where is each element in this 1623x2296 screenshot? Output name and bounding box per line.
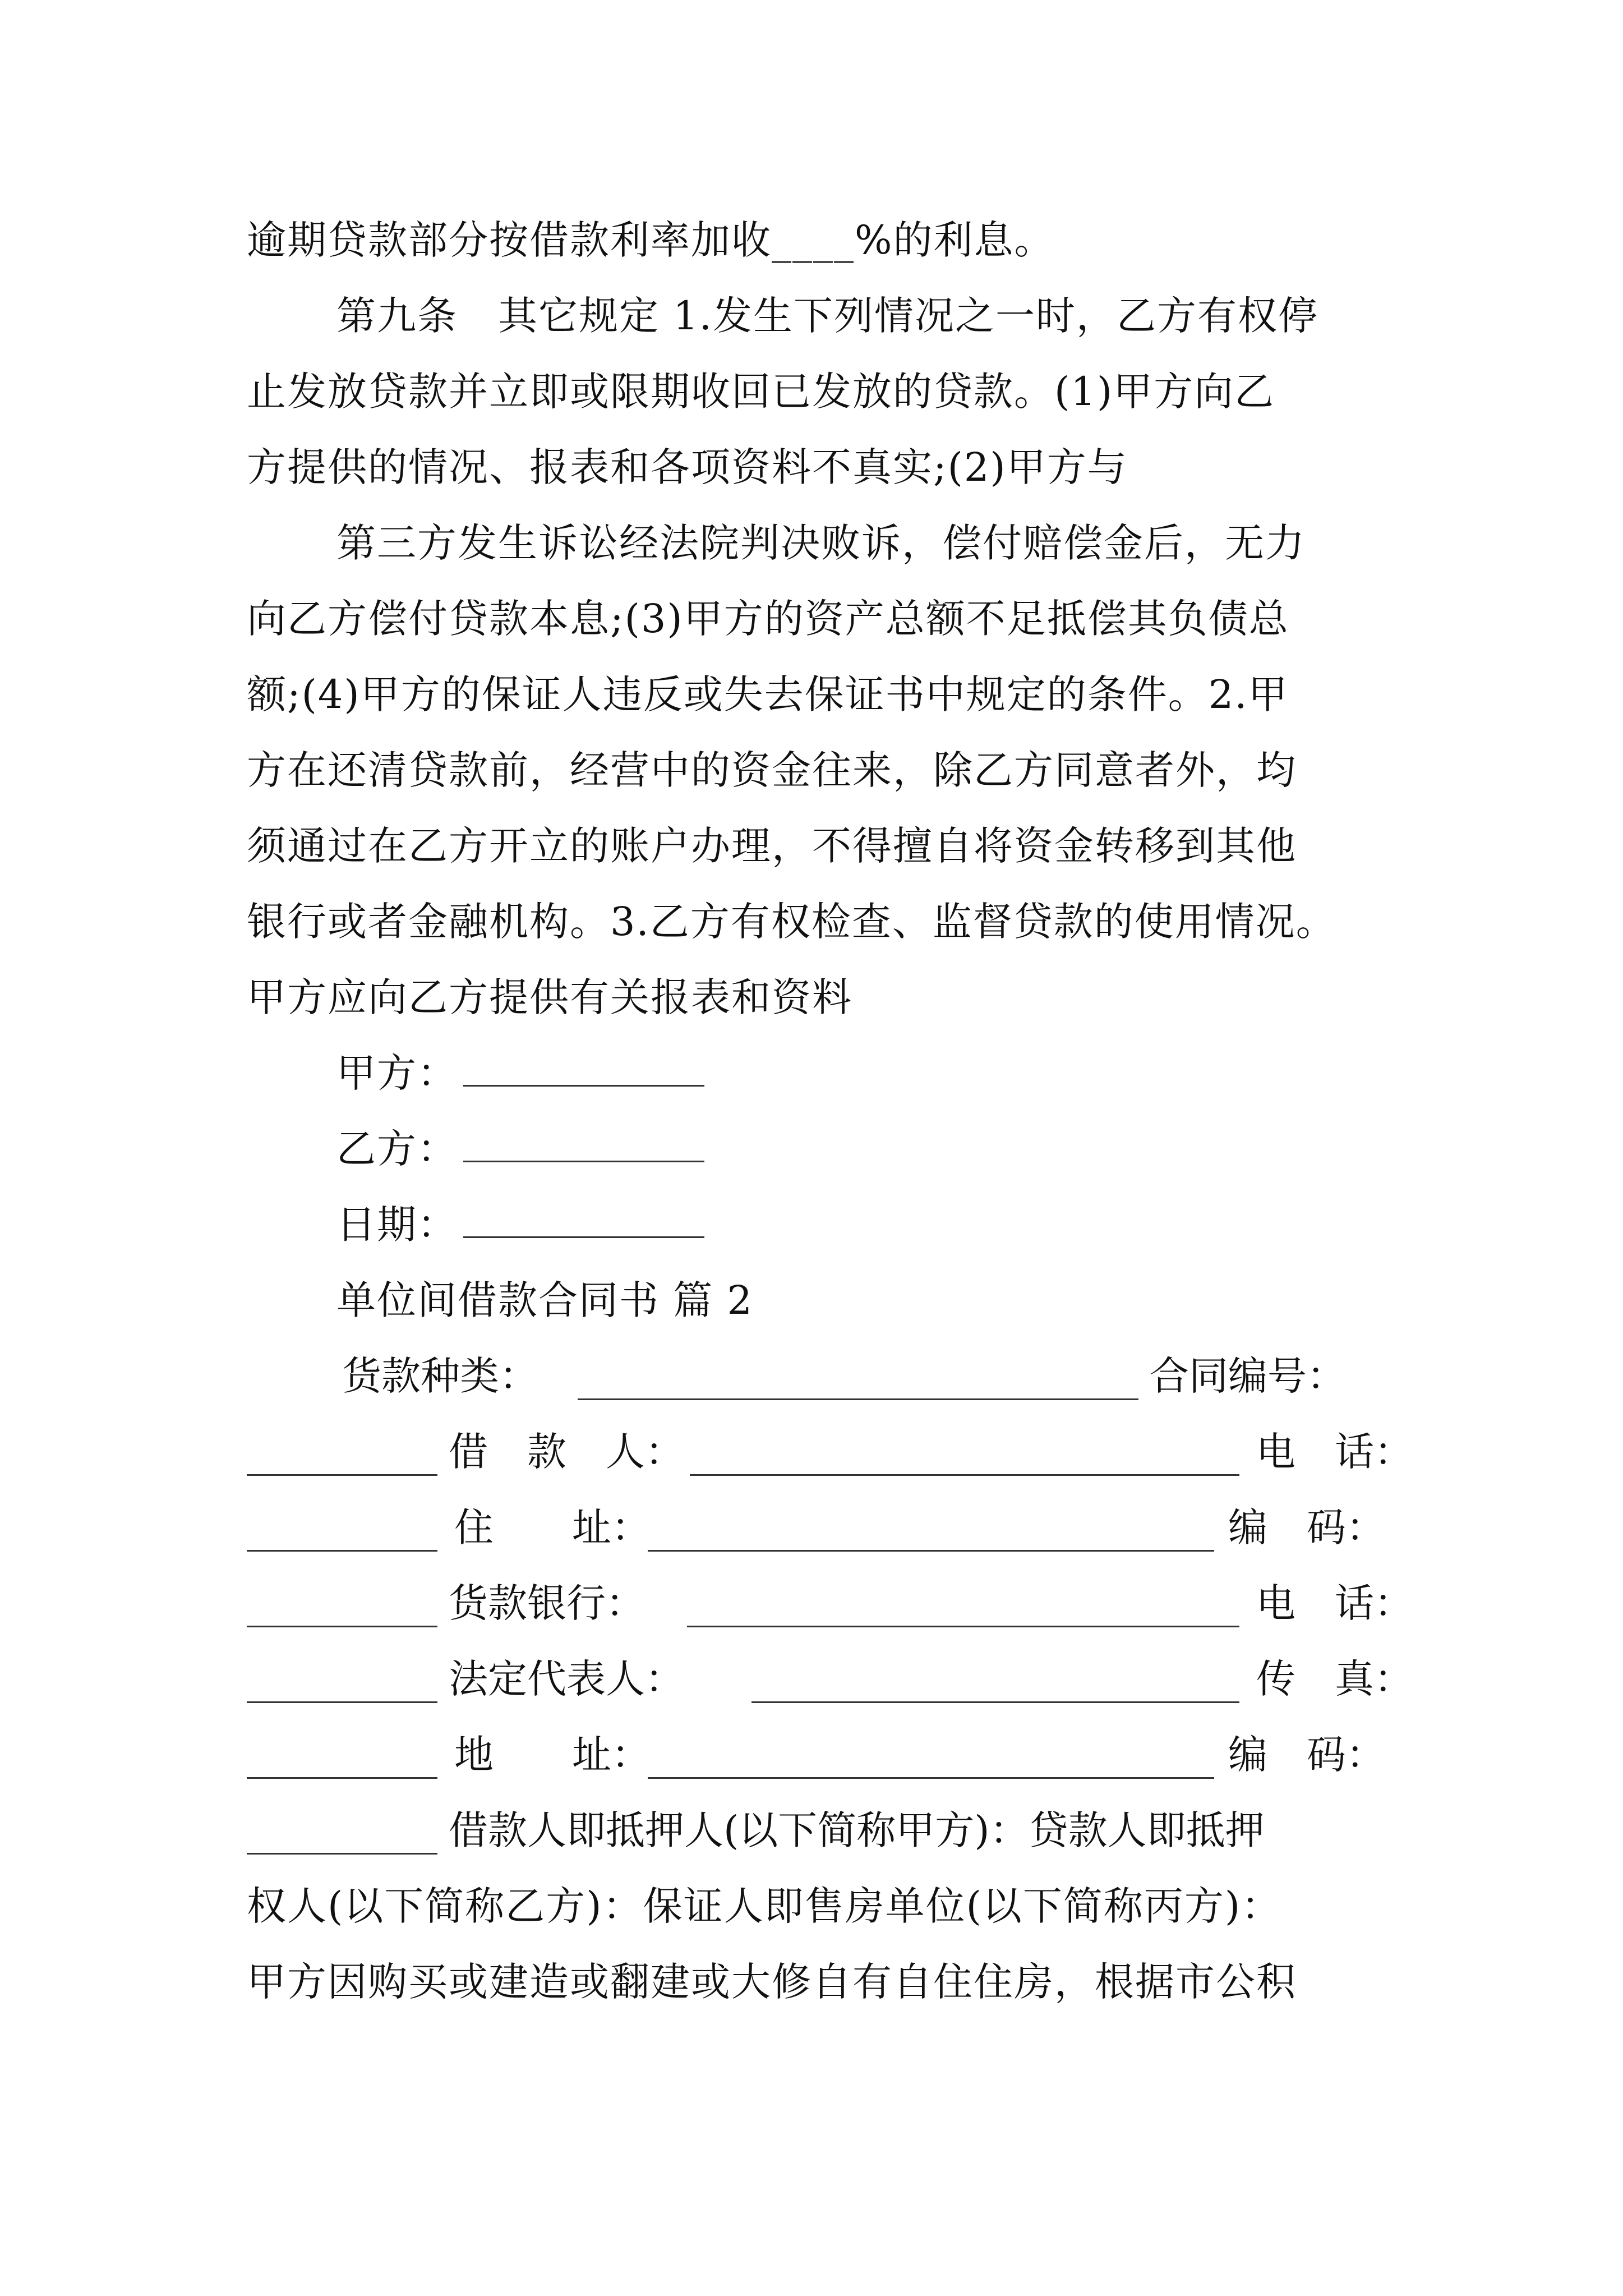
form-blank [687,1626,1239,1627]
form-blank [247,1853,437,1855]
form-blank [648,1550,1214,1552]
form-blank [247,1777,437,1779]
signature-party-b [336,1121,704,1177]
paragraph-line: 须通过在乙方开立的账户办理，不得擅自将资金转移到其他 [247,823,1297,869]
signature-label: 甲方： [336,1050,458,1096]
form-blank [751,1701,1239,1703]
paragraph-line: 甲方因购买或建造或翻建或大修自有自住住房，根据市公积 [247,1959,1297,2005]
form-label-loan-type: 货款种类： [342,1353,538,1399]
paragraph-line: 甲方应向乙方提供有关报表和资料 [247,974,852,1020]
form-blank [247,1626,437,1627]
paragraph-line: 第九条 其它规定 1.发生下列情况之一时，乙方有权停 [336,293,1319,339]
signature-label: 乙方： [336,1126,458,1172]
paragraph-line: 借款人即抵押人(以下简称甲方)：贷款人即抵押 [449,1807,1265,1853]
paragraph-line: 方提供的情况、报表和各项资料不真实;(2)甲方与 [247,444,1128,490]
form-blank [247,1701,437,1703]
form-label-address: 住 址： [454,1504,651,1550]
form-blank [247,1474,437,1476]
section-title: 单位间借款合同书 篇 2 [336,1277,754,1323]
paragraph-line: 逾期贷款部分按借款利率加收____%的利息。 [247,217,1055,263]
signature-label: 日期： [336,1202,458,1248]
paragraph-line: 向乙方偿付贷款本息;(3)甲方的资产总额不足抵偿其负债总 [247,596,1289,642]
form-label-phone: 电 话： [1256,1580,1413,1626]
form-label-address: 地 址： [454,1732,651,1778]
form-label-code: 编 码： [1228,1504,1385,1550]
form-blank [648,1777,1214,1779]
form-label-contract-no: 合同编号： [1150,1353,1346,1399]
form-blank [578,1398,1138,1400]
paragraph-line: 银行或者金融机构。3.乙方有权检查、监督贷款的使用情况。 [247,899,1336,945]
paragraph-line: 权人(以下简称乙方)：保证人即售房单位(以下简称丙方)： [247,1883,1282,1929]
form-blank [247,1550,437,1552]
paragraph-line: 第三方发生诉讼经法院判决败诉，偿付赔偿金后，无力 [336,520,1306,566]
form-label-legal-rep: 法定代表人： [449,1656,684,1702]
form-label-code: 编 码： [1228,1732,1385,1778]
signature-blank [463,1203,704,1238]
form-label-phone: 电 话： [1256,1429,1413,1475]
paragraph-line: 方在还清贷款前，经营中的资金往来，除乙方同意者外，均 [247,747,1297,793]
signature-party-a [336,1045,704,1101]
signature-blank [463,1051,704,1087]
form-label-fax: 传 真： [1256,1656,1413,1702]
form-label-borrower: 借 款 人： [449,1429,684,1475]
signature-blank [463,1127,704,1162]
form-blank [690,1474,1239,1476]
paragraph-line: 额;(4)甲方的保证人违反或失去保证书中规定的条件。2.甲 [247,671,1289,717]
paragraph-line: 止发放贷款并立即或限期收回已发放的贷款。(1)甲方向乙 [247,369,1275,415]
signature-date [336,1197,704,1253]
form-label-lender-bank: 货款银行： [449,1580,645,1626]
